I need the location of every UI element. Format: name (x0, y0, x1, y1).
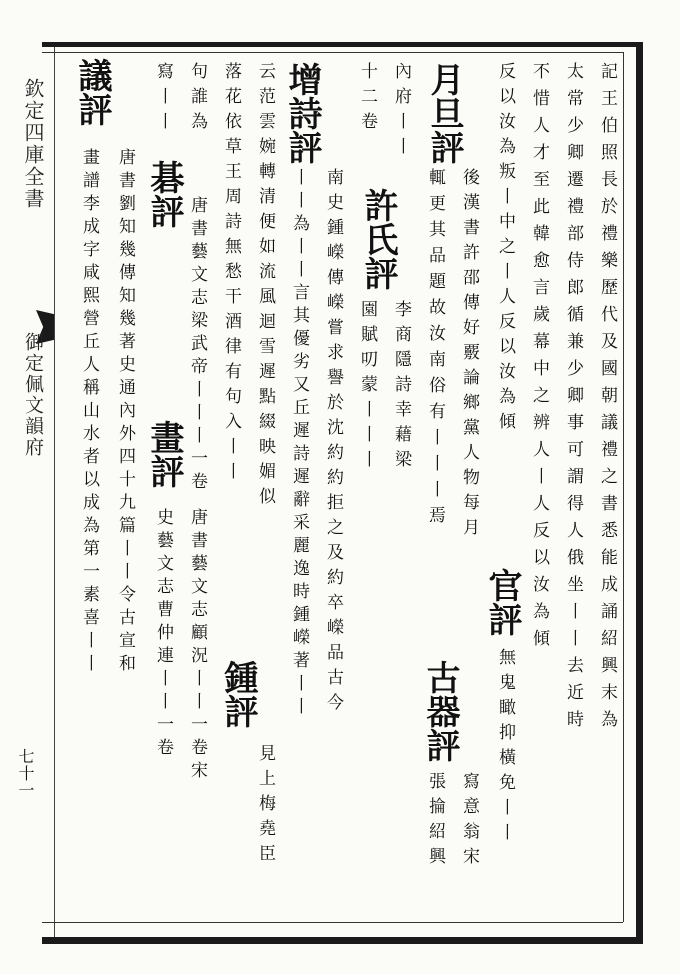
text-column-16: 寫丨丨 (153, 62, 173, 137)
text-column-18: 畫譜李成字咸熙營丘人稱山水者以成為第一素喜丨丨 (79, 148, 99, 677)
page-number: 七十一 (16, 748, 35, 799)
text-column-15-rest2: 唐書藝文志顧況丨丨一卷宋 (187, 508, 207, 784)
text-column-8-rest: 張掄紹興 (425, 772, 445, 872)
text-column-2: 太常少卿遷禮部侍郎循兼少卿事可謂得人俄坐丨丨去近時 (563, 62, 583, 737)
text-column-10-rest: 園賦叨蒙丨丨丨 (357, 300, 377, 475)
spine-top-text: 欽定四庫全書 (21, 78, 45, 210)
text-column-7-rest: 寫意翁宋 (459, 772, 479, 872)
text-column-11: 南史鍾嶸傳嶸嘗求譽於沈約約拒之及約卒嶸品古今 (323, 168, 343, 718)
text-column-9-rest: 李商隱詩幸藉梁 (391, 300, 411, 475)
text-column-12: 丨丨為丨丨言其優劣又丘遲詩遲辭采麗逸時鍾嶸著丨丨 (289, 168, 309, 720)
text-column-15-rest: 唐書藝文志梁武帝丨丨丨一卷 (187, 196, 207, 495)
heading-yuedan-ping: 月旦評 (424, 62, 464, 164)
text-column-3: 不惜人才至此韓愈言歲幕中之辨人丨人反以汝為傾 (529, 62, 549, 656)
heading-hua-ping: 畫評 (144, 420, 184, 488)
heading-zeng-shi-ping: 增詩評 (282, 62, 322, 164)
heading-yi-ping: 議評 (72, 58, 112, 126)
text-column-5-rest: 無鬼瞰抑橫免丨丨 (495, 648, 515, 848)
heading-qi-ping: 碁評 (144, 160, 184, 228)
text-column-15: 句誰為 (187, 62, 207, 137)
book-title: 御定佩文韻府 (22, 332, 44, 458)
inner-top-rule (42, 52, 623, 53)
text-column-6: 後漢書許邵傳好覈論鄉黨人物每月 (459, 168, 479, 543)
heading-zhong-ping: 鍾評 (218, 660, 258, 728)
heading-guan-ping: 官評 (482, 568, 522, 636)
text-column-16-rest: 史藝文志曹仲連丨丨一卷 (153, 508, 173, 761)
text-column-10: 十二卷 (357, 62, 377, 137)
text-column-13: 云范雲婉轉清便如流風迴雪遲點綴映媚似 (255, 62, 275, 512)
text-column-7: 輒更其品題故汝南俗有丨丨丨焉 (425, 168, 445, 532)
text-column-17: 唐書劉知幾傳知幾著史通內外四十九篇丨丨令古宣和 (115, 148, 135, 677)
text-column-1: 記王伯照長於禮樂歷代及國朝議禮之書悉能成誦紹興末為 (597, 62, 617, 737)
text-column-13-rest: 見上梅堯臣 (255, 744, 275, 869)
heading-xushi-ping: 許氏評 (358, 188, 398, 290)
heading-guqi-ping: 古器評 (420, 660, 460, 762)
inner-bottom-rule (42, 922, 623, 923)
text-column-4: 反以汝為叛丨中之丨人反以汝為傾 (495, 62, 515, 437)
text-column-14: 落花依草王周詩無愁干酒律有句入丨丨 (221, 62, 241, 487)
text-column-9: 內府丨丨 (391, 62, 411, 162)
